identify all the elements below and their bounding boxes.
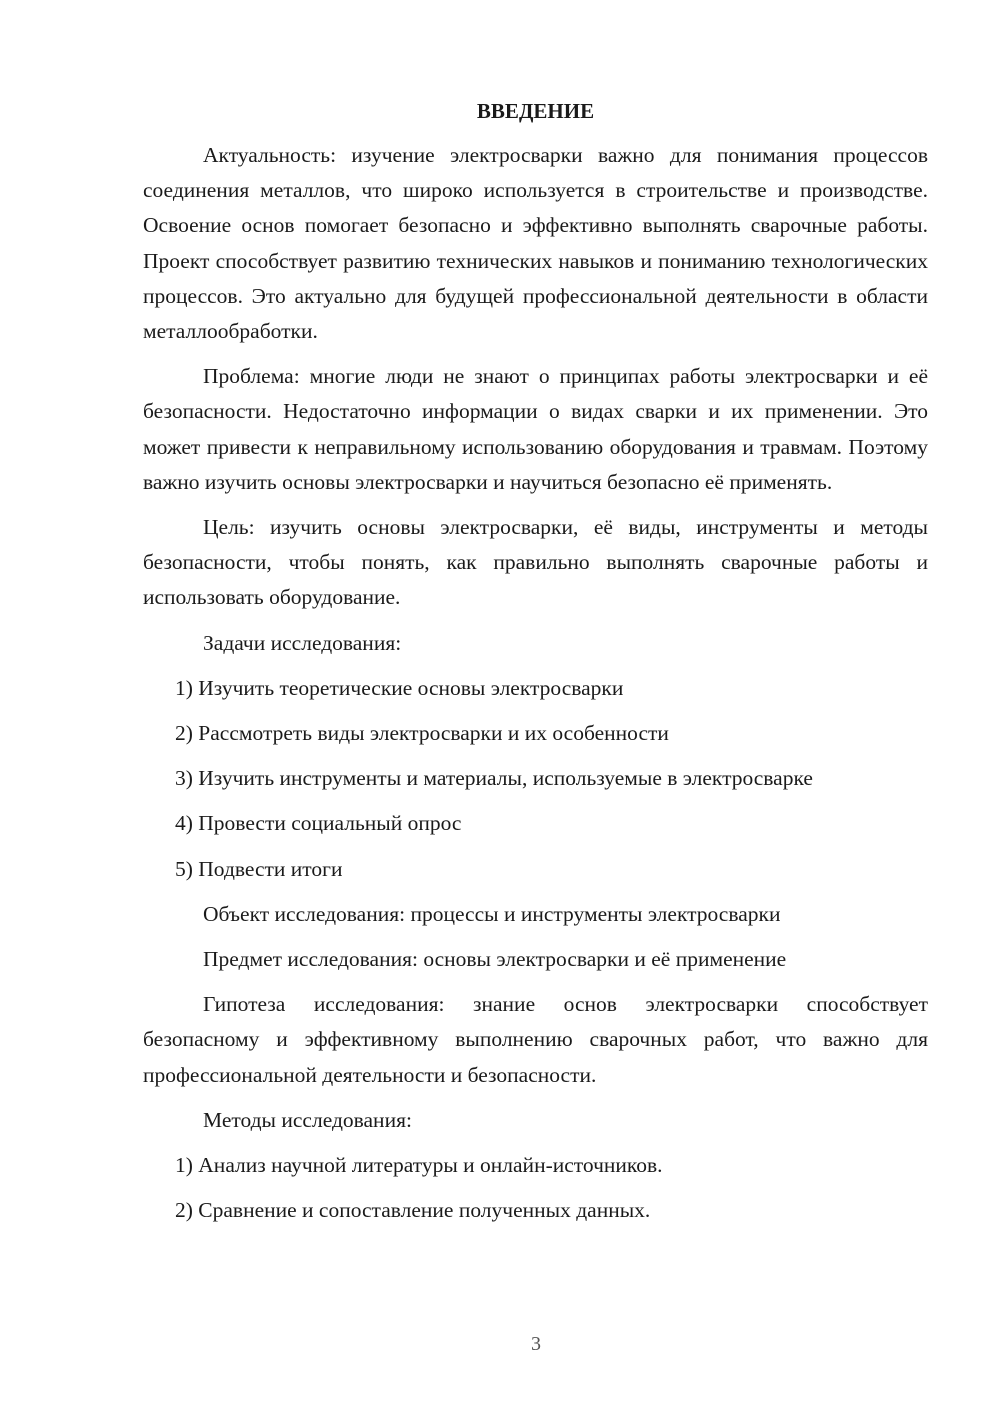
page-number: 3: [531, 1333, 541, 1355]
task-item: 5) Подвести итоги: [175, 856, 343, 881]
document-page: [143, 95, 928, 1238]
method-item: 2) Сравнение и сопоставление полученных данных.: [175, 1198, 651, 1223]
page-title: ВВЕДЕНИЕ: [476, 99, 595, 123]
research-object: Объект исследования: процессы и инструменты электросварки: [203, 901, 781, 926]
problem-paragraph: Проблема: многие люди не знают о принципах работы электросварки и её безопасности. Недостаточно информации о видах сварки и их применении. Это может привести к неправильному использованию оборудования и травмам. Поэтому важно изучить основы электросварки и научиться безопасно её применять.: [143, 364, 928, 494]
goal-paragraph: Цель: изучить основы электросварки, её виды, инструменты и методы безопасности, чтобы понять, как правильно выполнять сварочные работы и использовать оборудование.: [143, 515, 928, 610]
hypothesis-paragraph: Гипотеза исследования: знание основ электросварки способствует безопасному и эффективному выполнению сварочных работ, что важно для профессиональной деятельности и безопасности.: [143, 992, 928, 1087]
task-item: 2) Рассмотреть виды электросварки и их особенности: [175, 721, 669, 746]
task-item: 4) Провести социальный опрос: [175, 811, 462, 836]
tasks-heading: Задачи исследования:: [203, 630, 402, 655]
research-subject: Предмет исследования: основы электросварки и её применение: [203, 947, 787, 972]
relevance-paragraph: Актуальность: изучение электросварки важно для понимания процессов соединения металлов, что широко используется в строительстве и производстве. Освоение основ помогает безопасно и эффективно выполнять сварочные работы. Проект способствует развитию технических навыков и пониманию технологических процессов. Это актуально для будущей профессиональной деятельности в области металлообработки.: [143, 143, 928, 344]
task-item: 1) Изучить теоретические основы электросварки: [175, 675, 624, 700]
method-item: 1) Анализ научной литературы и онлайн-источников.: [175, 1153, 663, 1178]
methods-heading: Методы исследования:: [203, 1107, 412, 1132]
task-item: 3) Изучить инструменты и материалы, используемые в электросварке: [175, 766, 813, 791]
